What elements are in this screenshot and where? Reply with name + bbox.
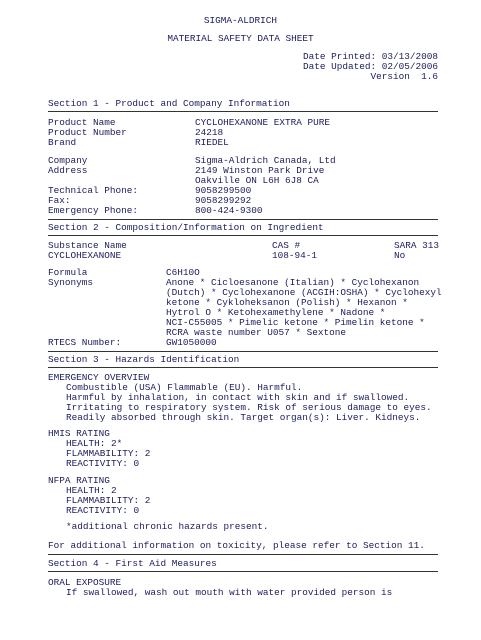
oral-exposure-heading: ORAL EXPOSURE [48, 577, 122, 588]
overview-line: Readily absorbed through skin. Target organ(s): Liver. Kidneys. [66, 412, 421, 423]
synonyms-line: Hytrol O * Ketohexamethylene * Nadone * [166, 307, 386, 318]
synonyms-line: Anone * Cicloesanone (Italian) * Cyclohexanon [166, 277, 420, 288]
section-4-rule [48, 571, 438, 572]
rtecs-number: GW1050000 [166, 337, 217, 348]
fax-label: Fax: [48, 195, 71, 206]
nfpa-reactivity: REACTIVITY: 0 [66, 505, 140, 516]
section-2-title: Section 2 - Composition/Information on Ingredient [48, 222, 324, 233]
synonyms-line: RCRA waste number U057 * Sextone [166, 327, 347, 338]
toxicity-note: For additional information on toxicity, please refer to Section 11. [48, 540, 425, 551]
section-4-top-rule [48, 554, 438, 555]
synonyms-label: Synonyms [48, 277, 94, 288]
company-name: Sigma-Aldrich Canada, Ltd [195, 155, 336, 166]
col-sara-header: SARA 313 [394, 240, 440, 251]
fax: 9058299292 [195, 195, 252, 206]
brand: RIEDEL [195, 137, 229, 148]
hmis-health: HEALTH: 2* [66, 438, 123, 449]
section-3-rule [48, 367, 438, 368]
section-1-title: Section 1 - Product and Company Information [48, 98, 290, 109]
nfpa-health: HEALTH: 2 [66, 485, 117, 496]
formula-label: Formula [48, 267, 88, 278]
emergency-phone: 800-424-9300 [195, 205, 263, 216]
overview-line: Irritating to respiratory system. Risk of serious damage to eyes. [66, 402, 432, 413]
oral-exposure-line: If swallowed, wash out mouth with water provided person is [66, 587, 393, 598]
col-cas-header: CAS # [272, 240, 301, 251]
product-name-label: Product Name [48, 117, 116, 128]
section-2-top-rule [48, 219, 438, 220]
date-updated: Date Updated: 02/05/2006 [302, 61, 438, 72]
overview-line: Harmful by inhalation, in contact with skin and if swallowed. [66, 392, 410, 403]
chronic-hazards-footnote: *additional chronic hazards present. [66, 521, 269, 532]
hmis-reactivity: REACTIVITY: 0 [66, 458, 140, 469]
nfpa-heading: NFPA RATING [48, 475, 110, 486]
nfpa-flammability: FLAMMABILITY: 2 [66, 495, 151, 506]
document-title: MATERIAL SAFETY DATA SHEET [167, 33, 314, 44]
col-substance-header: Substance Name [48, 240, 127, 251]
address-line-1: 2149 Winston Park Drive [195, 165, 325, 176]
emergency-phone-label: Emergency Phone: [48, 205, 139, 216]
emergency-overview-heading: EMERGENCY OVERVIEW [48, 372, 150, 383]
substance-name: CYCLOHEXANONE [48, 250, 122, 261]
brand-label: Brand [48, 137, 77, 148]
hmis-flammability: FLAMMABILITY: 2 [66, 448, 151, 459]
version: Version 1.6 [370, 71, 438, 82]
date-printed: Date Printed: 03/13/2008 [302, 51, 438, 62]
product-number: 24218 [195, 127, 224, 138]
technical-phone: 9058299500 [195, 185, 252, 196]
section-3-title: Section 3 - Hazards Identification [48, 354, 240, 365]
address-label: Address [48, 165, 88, 176]
synonyms-line: NCI-C55005 * Pimelic ketone * Pimelin ketone * [166, 317, 425, 328]
company-header: SIGMA-ALDRICH [203, 15, 278, 26]
address-line-2: Oakville ON L6H 6J8 CA [195, 175, 319, 186]
formula: C6H10O [166, 267, 200, 278]
overview-line: Combustible (USA) Flammable (EU). Harmful. [66, 382, 303, 393]
technical-phone-label: Technical Phone: [48, 185, 139, 196]
sara-313: No [394, 250, 406, 261]
product-number-label: Product Number [48, 127, 127, 138]
company-label: Company [48, 155, 88, 166]
section-2-rule [48, 235, 438, 236]
rtecs-label: RTECS Number: [48, 337, 122, 348]
product-name: CYCLOHEXANONE EXTRA PURE [195, 117, 331, 128]
section-1-rule [48, 111, 438, 112]
section-4-title: Section 4 - First Aid Measures [48, 558, 217, 569]
synonyms-line: (Dutch) * Cyclohexanone (ACGIH:OSHA) * Cyclohexyl [166, 287, 442, 298]
synonyms-line: ketone * Cykloheksanon (Polish) * Hexanon * [166, 297, 408, 308]
hmis-heading: HMIS RATING [48, 428, 110, 439]
section-3-top-rule [48, 351, 438, 352]
cas-number: 108-94-1 [272, 250, 318, 261]
